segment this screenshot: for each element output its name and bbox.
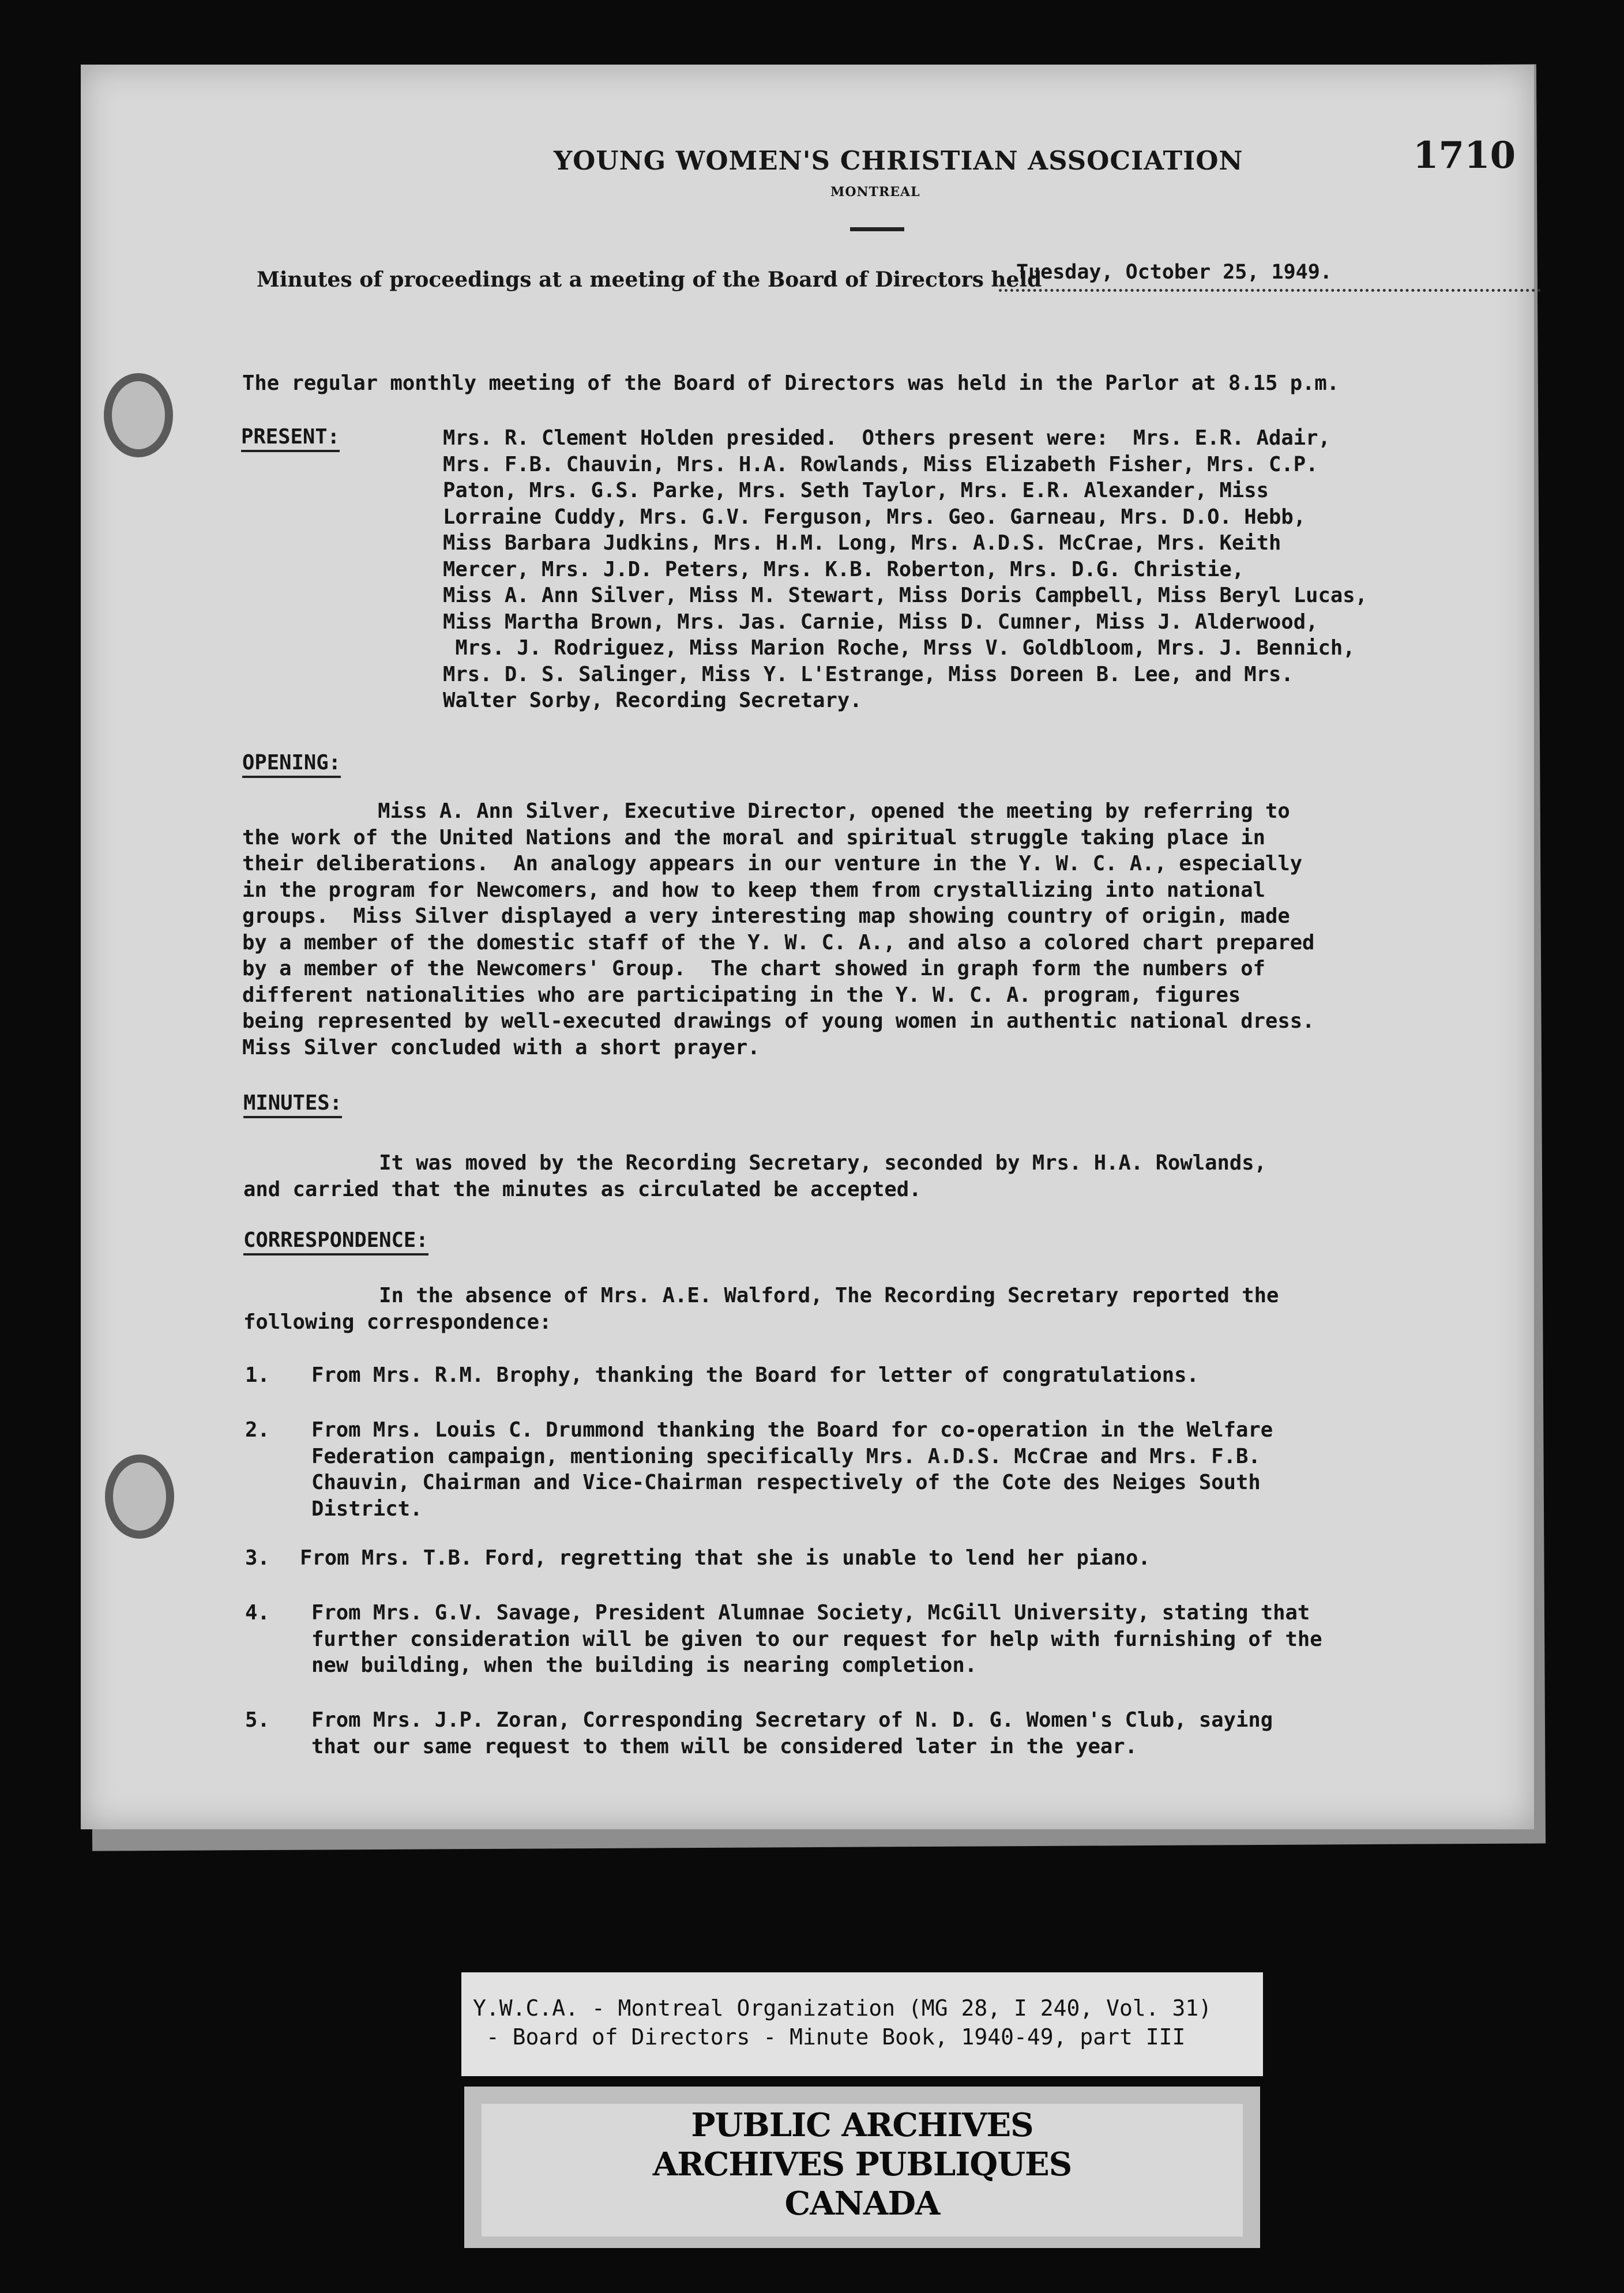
minutes-heading: MINUTES: bbox=[243, 1091, 342, 1118]
opening-line: by a member of the domestic staff of the Y. W. C. A., and also a colored chart prepared bbox=[242, 930, 1315, 954]
opening-line: different nationalities who are participating in the Y. W. C. A. program, figures bbox=[242, 983, 1241, 1007]
stamp-line-2: ARCHIVES PUBLIQUES bbox=[652, 2145, 1072, 2183]
correspondence-item-line: From Mrs. R.M. Brophy, thanking the Board for letter of congratulations. bbox=[311, 1363, 1199, 1387]
present-line: Lorraine Cuddy, Mrs. G.V. Ferguson, Mrs. Geo. Garneau, Mrs. D.O. Hebb, bbox=[443, 505, 1306, 529]
opening-line: Miss Silver concluded with a short prayer. bbox=[242, 1035, 760, 1059]
present-heading: PRESENT: bbox=[241, 425, 340, 452]
opening-line: in the program for Newcomers, and how to keep them from crystallizing into national bbox=[242, 878, 1265, 902]
opening-line: their deliberations. An analogy appears in our venture in the Y. W. C. A., especially bbox=[242, 852, 1303, 875]
opening-line: by a member of the Newcomers' Group. The chart showed in graph form the numbers of bbox=[242, 957, 1265, 980]
present-line: Miss Martha Brown, Mrs. Jas. Carnie, Miss D. Cumner, Miss J. Alderwood, bbox=[443, 610, 1318, 634]
archive-stamp bbox=[464, 2087, 1260, 2248]
correspondence-item-line: Federation campaign, mentioning specifically Mrs. A.D.S. McCrae and Mrs. F.B. bbox=[311, 1444, 1261, 1468]
present-line: Mrs. R. Clement Holden presided. Others present were: Mrs. E.R. Adair, bbox=[443, 426, 1330, 450]
correspondence-item-line: From Mrs. G.V. Savage, President Alumnae Society, McGill University, stating that bbox=[311, 1601, 1310, 1625]
present-line: Mrs. D. S. Salinger, Miss Y. L'Estrange, Miss Doreen B. Lee, and Mrs. bbox=[443, 662, 1294, 686]
present-line: Mrs. F.B. Chauvin, Mrs. H.A. Rowlands, Miss Elizabeth Fisher, Mrs. C.P. bbox=[443, 452, 1318, 476]
correspondence-item-line: further consideration will be given to our request for help with furnishing of the bbox=[311, 1627, 1322, 1651]
punch-hole-bottom bbox=[105, 1454, 174, 1539]
present-line: Miss A. Ann Silver, Miss M. Stewart, Miss Doris Campbell, Miss Beryl Lucas, bbox=[443, 584, 1367, 607]
correspondence-item-number: 2. bbox=[245, 1418, 270, 1442]
minutes-line: and carried that the minutes as circulated be accepted. bbox=[243, 1177, 922, 1201]
present-line: Mrs. J. Rodriguez, Miss Marion Roche, Mrss V. Goldbloom, Mrs. J. Bennich, bbox=[443, 636, 1355, 660]
correspondence-item-number: 4. bbox=[245, 1601, 270, 1625]
opening-heading: OPENING: bbox=[242, 751, 341, 778]
correspondence-intro-line: following correspondence: bbox=[243, 1310, 552, 1334]
present-line: Mercer, Mrs. J.D. Peters, Mrs. K.B. Roberton, Mrs. D.G. Christie, bbox=[443, 557, 1245, 581]
stamp-line-3: CANADA bbox=[784, 2185, 940, 2223]
present-line: Miss Barbara Judkins, Mrs. H.M. Long, Mrs. A.D.S. McCrae, Mrs. Keith bbox=[443, 531, 1281, 555]
minutes-label: Minutes of proceedings at a meeting of the Board of Directors held bbox=[257, 268, 1042, 292]
punch-hole-top bbox=[104, 373, 173, 457]
organization-city: MONTREAL bbox=[830, 185, 920, 200]
document-page bbox=[81, 65, 1534, 1829]
archive-reference-line-2: - Board of Directors - Minute Book, 1940-49, part III bbox=[473, 2024, 1186, 2050]
opening-line: the work of the United Nations and the moral and spiritual struggle taking place in bbox=[242, 825, 1265, 849]
intro-paragraph: The regular monthly meeting of the Board of Directors was held in the Parlor at 8.15 p.m. bbox=[242, 371, 1340, 395]
header-divider bbox=[850, 227, 904, 231]
correspondence-item-line: new building, when the building is nearing completion. bbox=[311, 1653, 978, 1677]
correspondence-item-line: that our same request to them will be considered later in the year. bbox=[311, 1734, 1137, 1758]
archive-reference-label bbox=[461, 1972, 1263, 2076]
archive-reference-line-1: Y.W.C.A. - Montreal Organization (MG 28, I 240, Vol. 31) bbox=[473, 1995, 1212, 2021]
correspondence-item-line: From Mrs. T.B. Ford, regretting that she is unable to lend her piano. bbox=[300, 1546, 1151, 1570]
present-line: Paton, Mrs. G.S. Parke, Mrs. Seth Taylor, Mrs. E.R. Alexander, Miss bbox=[443, 479, 1269, 502]
correspondence-item-line: District. bbox=[311, 1497, 423, 1521]
correspondence-intro-line: In the absence of Mrs. A.E. Walford, The Recording Secretary reported the bbox=[243, 1284, 1279, 1307]
stamp-line-1: PUBLIC ARCHIVES bbox=[691, 2106, 1033, 2144]
organization-title: YOUNG WOMEN'S CHRISTIAN ASSOCIATION bbox=[554, 145, 1243, 176]
page-number: 1710 bbox=[1413, 134, 1516, 177]
correspondence-item-number: 1. bbox=[245, 1363, 270, 1387]
opening-line: being represented by well-executed drawings of young women in authentic national dress. bbox=[242, 1009, 1315, 1033]
correspondence-item-line: Chauvin, Chairman and Vice-Chairman respectively of the Cote des Neiges South bbox=[311, 1471, 1261, 1494]
present-line: Walter Sorby, Recording Secretary. bbox=[443, 689, 862, 712]
opening-line: Miss A. Ann Silver, Executive Director, opened the meeting by referring to bbox=[242, 799, 1290, 823]
correspondence-item-line: From Mrs. J.P. Zoran, Corresponding Secretary of N. D. G. Women's Club, saying bbox=[311, 1708, 1273, 1732]
correspondence-heading: CORRESPONDENCE: bbox=[243, 1228, 428, 1255]
opening-line: groups. Miss Silver displayed a very interesting map showing country of origin, made bbox=[242, 904, 1290, 928]
minutes-line: It was moved by the Recording Secretary, seconded by Mrs. H.A. Rowlands, bbox=[243, 1151, 1266, 1175]
correspondence-item-number: 5. bbox=[245, 1708, 270, 1732]
correspondence-item-number: 3. bbox=[245, 1546, 270, 1570]
meeting-date: Tuesday, October 25, 1949. bbox=[999, 261, 1541, 292]
correspondence-item-line: From Mrs. Louis C. Drummond thanking the Board for co-operation in the Welfare bbox=[311, 1418, 1273, 1442]
